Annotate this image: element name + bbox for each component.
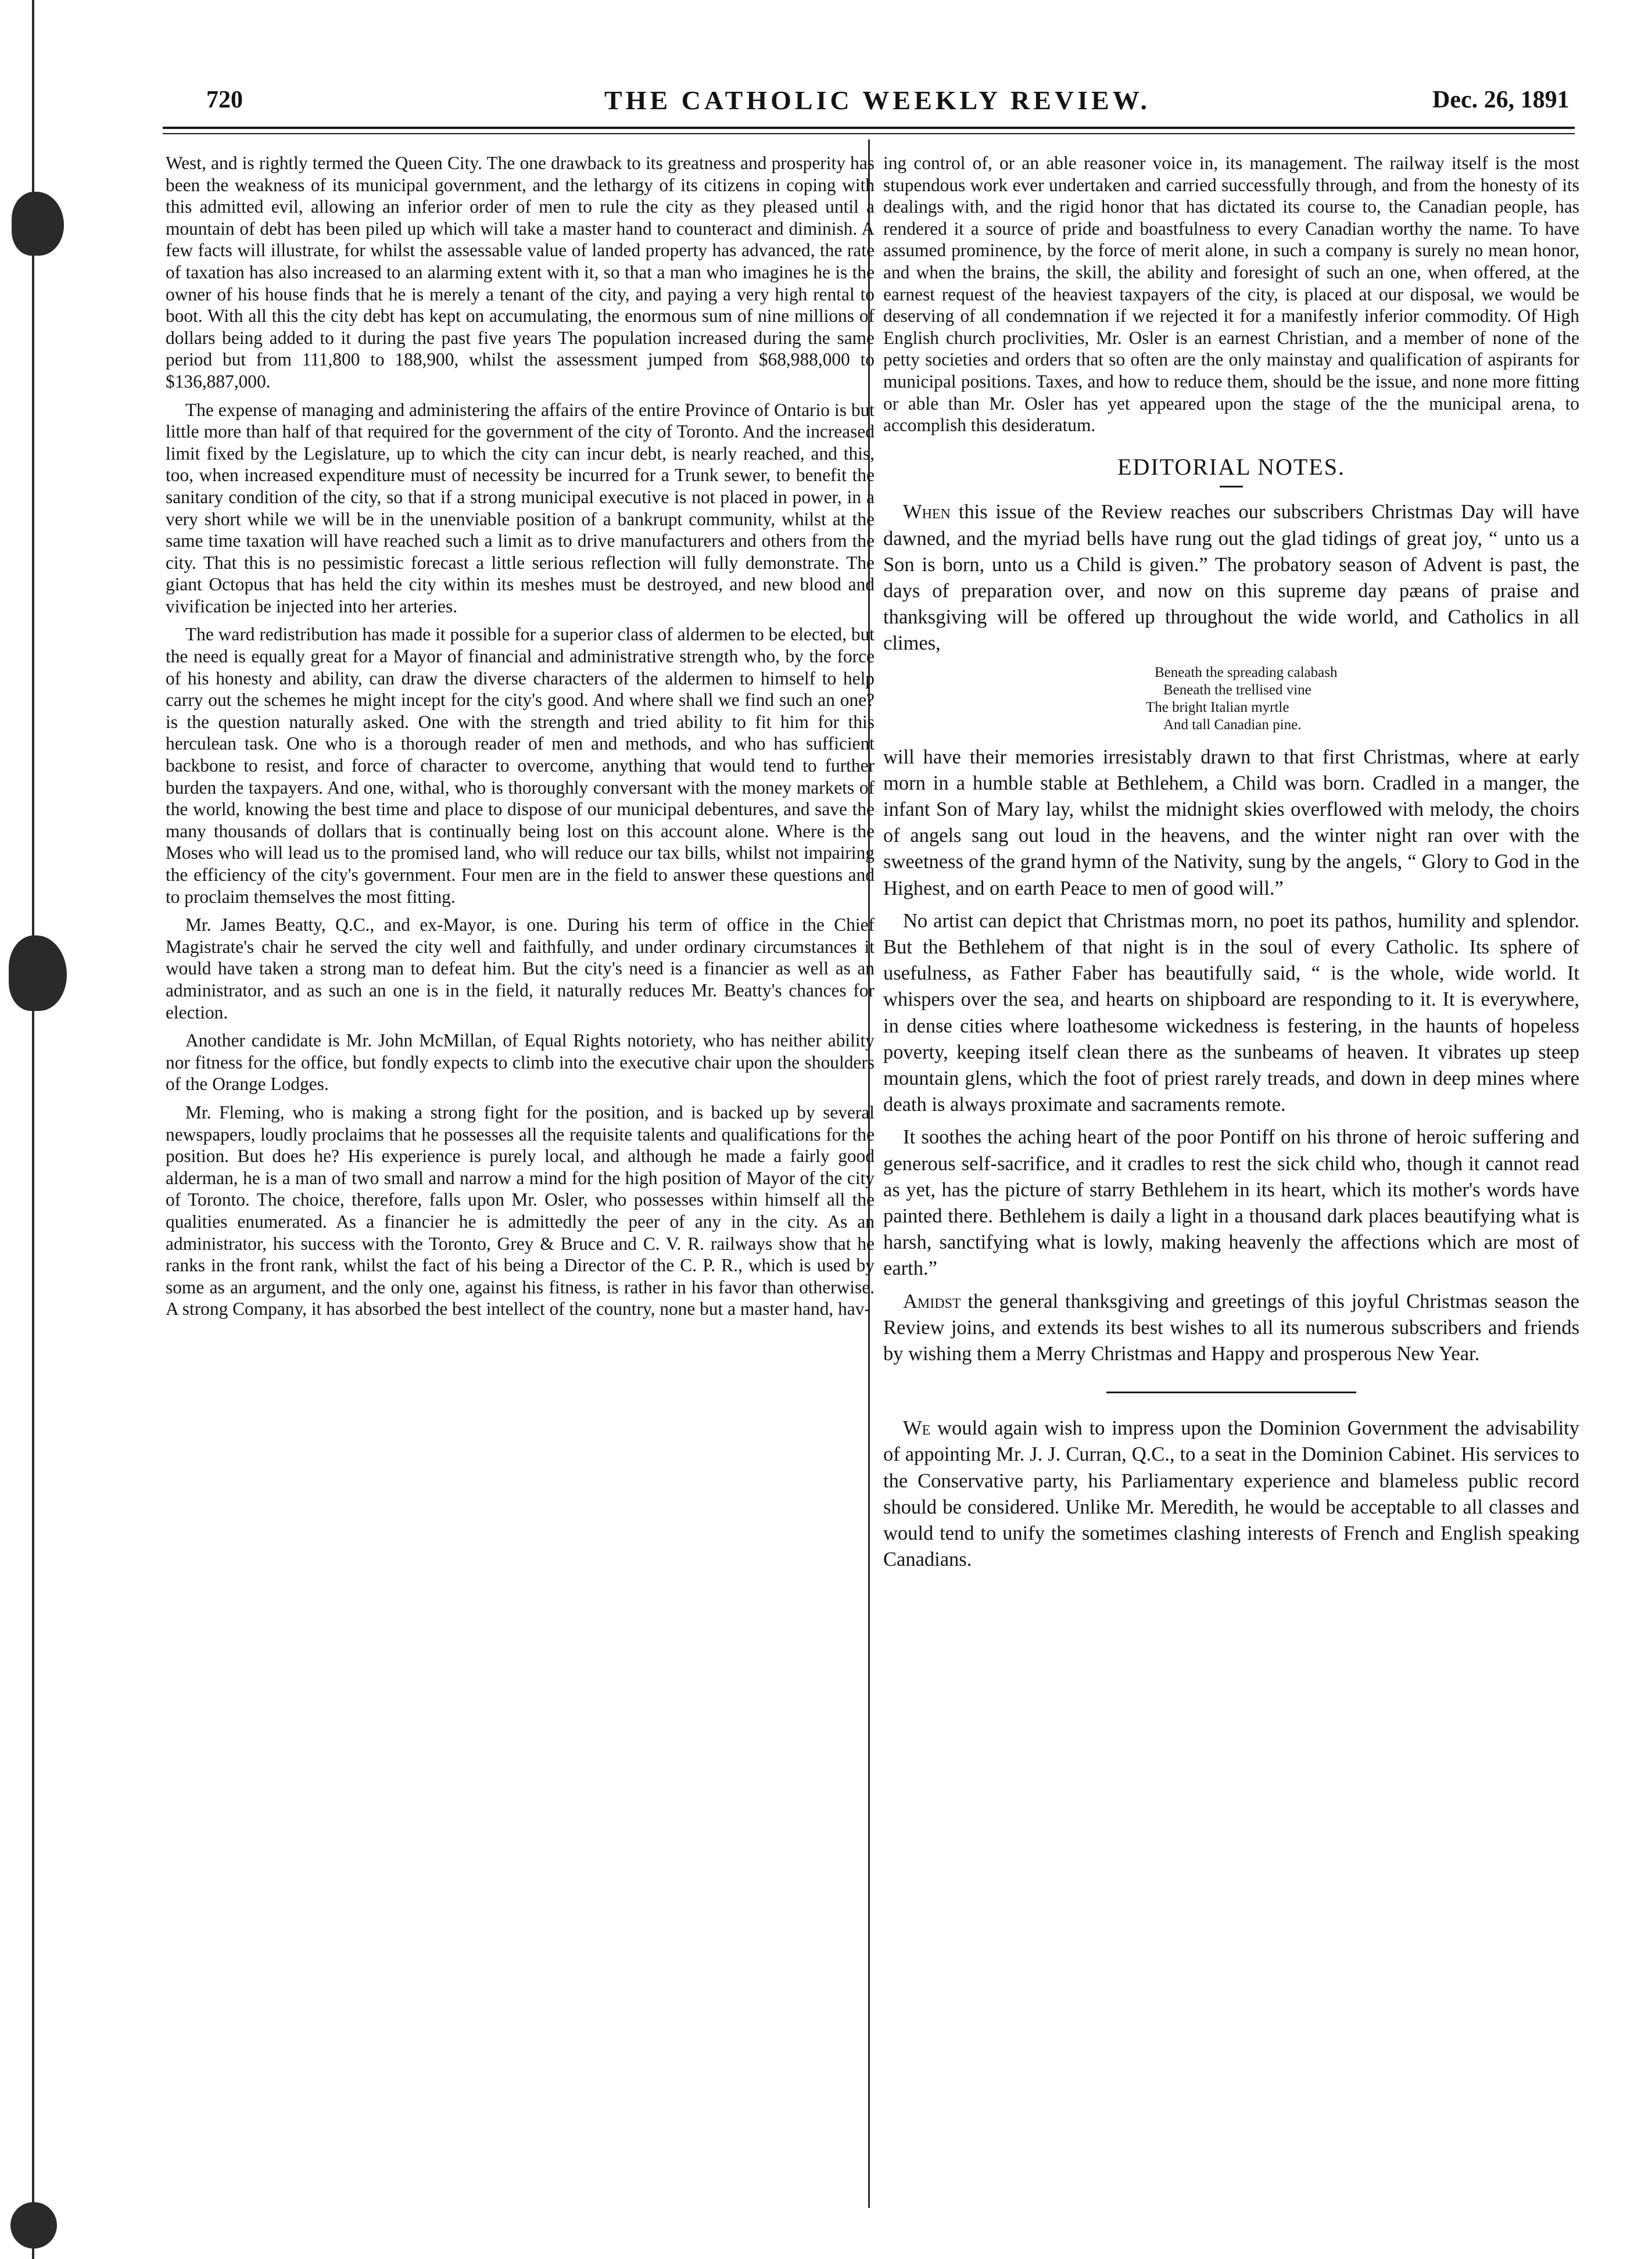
margin-ornament-top	[12, 192, 64, 256]
poem-line: Beneath the spreading calabash	[1155, 664, 1338, 680]
note-lead-word: When	[903, 501, 951, 523]
note-lead-word: We	[903, 1417, 931, 1440]
note-lead-word: Amidst	[903, 1290, 961, 1313]
article-paragraph: The expense of managing and administering the affairs of the entire Province of Ontario is but little more than half of that required for the government of the city of Toronto. And the increased limit fixed by the Legislature, up to which the city can incur debt, is nearly reached, and this, too, when increased expenditure must of necessity be incurred for a Trunk sewer, to benefit the sanitary condition of the city, so that if a strong municipal executive is not placed in power, in a very short while we will be in the unenviable position of a bankrupt community, whilst at the same time taxation will have reached such a limit as to drive manufacturers and others from the city. That this is no pessimistic forecast a little serious reflection will fully demonstrate. The giant Octopus that has held the city within its meshes must be destroyed, and new blood and vivification be injected into her arteries.	[166, 399, 875, 616]
poem-line: And tall Canadian pine.	[1163, 716, 1302, 733]
editorial-note	[883, 1415, 1579, 1573]
publication-title: THE CATHOLIC WEEKLY REVIEW.	[604, 85, 1151, 115]
note-text: this issue of the Review reaches our subscribers Christmas Day will have dawned, and the myriad bells have rung out the glad tidings of great joy, “ unto us a Son is born, unto us a Child is given.” The probatory season of Advent is past, the days of preparation over, and now on this supreme day pæans of praise and thanksgiving will be offered up throughout the wide world, and Catholics in all climes,	[883, 501, 1579, 655]
header-rule	[163, 127, 1575, 129]
article-paragraph: Mr. James Beatty, Q.C., and ex-Mayor, is one. During his term of office in the Chief Magistrate's chair he served the city well and faithfully, and under ordinary circumstances it would have taken a strong man to defeat him. But the city's need is a financier as well as an administrator, and as such an one is in the field, it naturally reduces Mr. Beatty's chances for election.	[166, 915, 875, 1023]
page-number: 720	[206, 87, 243, 113]
margin-ornament-middle	[9, 935, 67, 1011]
issue-date: Dec. 26, 1891	[1432, 87, 1569, 113]
note-text: the general thanksgiving and greetings of this joyful Christmas season the Review joins, and extends its best wishes to all its numerous subscribers and friends by wishing them a Merry Christmas and Happy and prosperous New Year.	[883, 1290, 1579, 1365]
binding-margin	[0, 0, 70, 2259]
binding-margin-line	[32, 0, 34, 2259]
section-separator	[1106, 1392, 1356, 1393]
editorial-note	[883, 499, 1579, 657]
note-text: would again wish to impress upon the Dominion Government the advisability of appointing Mr. J. J. Curran, Q.C., to a seat in the Dominion Cabinet. His services to the Conservative party, his Parliamentary experience and blameless public record should be considered. Unlike Mr. Meredith, he would be acceptable to all classes and would tend to unify the sometimes clashing interests of French and English speaking Canadians.	[883, 1417, 1579, 1571]
section-heading: EDITORIAL NOTES.	[1117, 453, 1345, 480]
poem-line: Beneath the trellised vine	[1163, 682, 1311, 698]
heading-rule	[1220, 486, 1243, 487]
article-paragraph: West, and is rightly termed the Queen City. The one drawback to its greatness and prosperity has been the weakness of its municipal government, and the lethargy of its citizens in coping with this admitted evil, allowing an inferior order of men to rule the city as they pleased until a mountain of debt has been piled up which will take a master hand to counteract and diminish. A few facts will illustrate, for whilst the assessable value of landed property has advanced, the rate of taxation has also increased to an alarming extent with it, so that a man who imagines he is the owner of his house finds that he is merely a tenant of the city, and paying a very high rental to boot. With all this the city debt has kept on accumulating, the enormous sum of nine millions of dollars being added to it during the past five years The population increased during the same period but from 111,800 to 188,900, whilst the assessment jumped from $68,988,000 to $136,887,000.	[166, 153, 875, 392]
header-rule-thin	[163, 133, 1575, 134]
article-paragraph: The ward redistribution has made it possible for a superior class of aldermen to be elected, but the need is equally great for a Mayor of financial and administrative strength who, by the force of his honesty and ability, can draw the diverse characters of the aldermen to himself to help carry out the schemes he might incept for the city's good. And where shall we find such an one? is the question naturally asked. One with the strength and tried ability to fit him for this herculean task. One who is a thorough reader of men and methods, and who has sufficient backbone to resist, and force of character to overcome, anything that would tend to further burden the taxpayers. And one, withal, who is thoroughly conversant with the money markets of the world, knowing the best time and place to dispose of our municipal debentures, and save the many thousands of dollars that is continually being lost on this account alone. Where is the Moses who will lead us to the promised land, who will reduce our tax bills, whilst not impairing the efficiency of the city's government. Four men are in the field to answer these questions and to proclaim themselves the most fitting.	[166, 624, 875, 907]
margin-ornament-bottom	[10, 2202, 57, 2249]
poem-line: The bright Italian myrtle	[1146, 699, 1289, 715]
editorial-paragraph: It soothes the aching heart of the poor Pontiff on his throne of heroic suffering and generous self-sacrifice, and it cradles to rest the sick child who, though it cannot read as yet, has the picture of starry Bethlehem in its heart, which its mother's words have painted there. Bethlehem is daily a light in a thousand dark places beautifying what is harsh, sanctifying what is lowly, making heavenly the affections which are most of earth.”	[883, 1126, 1579, 1280]
article-paragraph: Mr. Fleming, who is making a strong fight for the position, and is backed up by several newspapers, loudly proclaims that he possesses all the requisite talents and qualifications for the position. But does he? His experience is purely local, and although he made a fairly good alderman, he is a man of two small and narrow a mind for the high position of Mayor of the city of Toronto. The choice, therefore, falls upon Mr. Osler, who possesses within himself all the qualities enumerated. As a financier he is admittedly the peer of any in the city. As an administrator, his success with the Toronto, Grey & Bruce and C. V. R. railways show that he ranks in the front rank, whilst the fact of his being a Director of the C. P. R., which is used by some as an argument, and the only one, against his fitness, is rather in his favor than otherwise. A strong Company, it has absorbed the best intellect of the country, none but a master hand, hav-	[166, 1102, 875, 1319]
editorial-paragraph: will have their memories irresistably drawn to that first Christmas, where at early morn in a humble stable at Bethlehem, a Child was born. Cradled in a manger, the infant Son of Mary lay, whilst the midnight skies overflowed with melody, the choirs of angels sang out loud in the heavens, and the winter night ran over with the sweetness of the grand hymn of the Nativity, sung by the angels, “ Glory to God in the Highest, and on earth Peace to men of good will.”	[883, 745, 1579, 899]
article-paragraph: Another candidate is Mr. John McMillan, of Equal Rights notoriety, who has neither ability nor fitness for the office, but fondly expects to climb into the executive chair upon the shoulders of the Orange Lodges.	[166, 1030, 875, 1095]
left-column	[166, 152, 875, 1326]
editorial-paragraph: No artist can depict that Christmas morn, no poet its pathos, humility and splendor. But the Bethlehem of that night is in the soul of every Catholic. Its sphere of usefulness, as Father Faber has beautifully said, “ is the whole, wide world. It whispers over the sea, and hearts on shipboard are responding to it. It is everywhere, in dense cities where loathesome wickedness is festering, in the haunts of hopeless poverty, keeping itself clean there as the sunbeams of heaven. It vibrates up steep mountain glens, which the foot of priest rarely treads, and down in deep mines where death is always proximate and sacraments remote.	[883, 909, 1579, 1116]
editorial-note	[883, 1289, 1579, 1368]
article-continuation: ing control of, or an able reasoner voice in, its management. The railway itself is the most stupendous work ever undertaken and carried successfully through, and from the honesty of its dealings with, and the rigid honor that has dictated its course to, the Canadian people, has rendered it a source of pride and boastfulness to every Canadian worthy the name. To have assumed prominence, by the force of merit alone, in such a company is surely no mean honor, and when the brains, the skill, the ability and foresight of such an one, when offered, at the earnest request of the heaviest taxpayers of the city, is placed at our disposal, we would be deserving of all condemnation if we rejected it for a manifestly inferior commodity. Of High English church proclivities, Mr. Osler is an earnest Christian, and a member of none of the petty societies and orders that so often are the only mainstay and qualification of aspirants for municipal positions. Taxes, and how to reduce them, should be the issue, and none more fitting or able than Mr. Osler has yet appeared upon the stage of the the municipal arena, to accomplish this desideratum.	[883, 153, 1579, 436]
right-column	[883, 152, 1579, 1579]
poem-quote	[883, 664, 1579, 734]
